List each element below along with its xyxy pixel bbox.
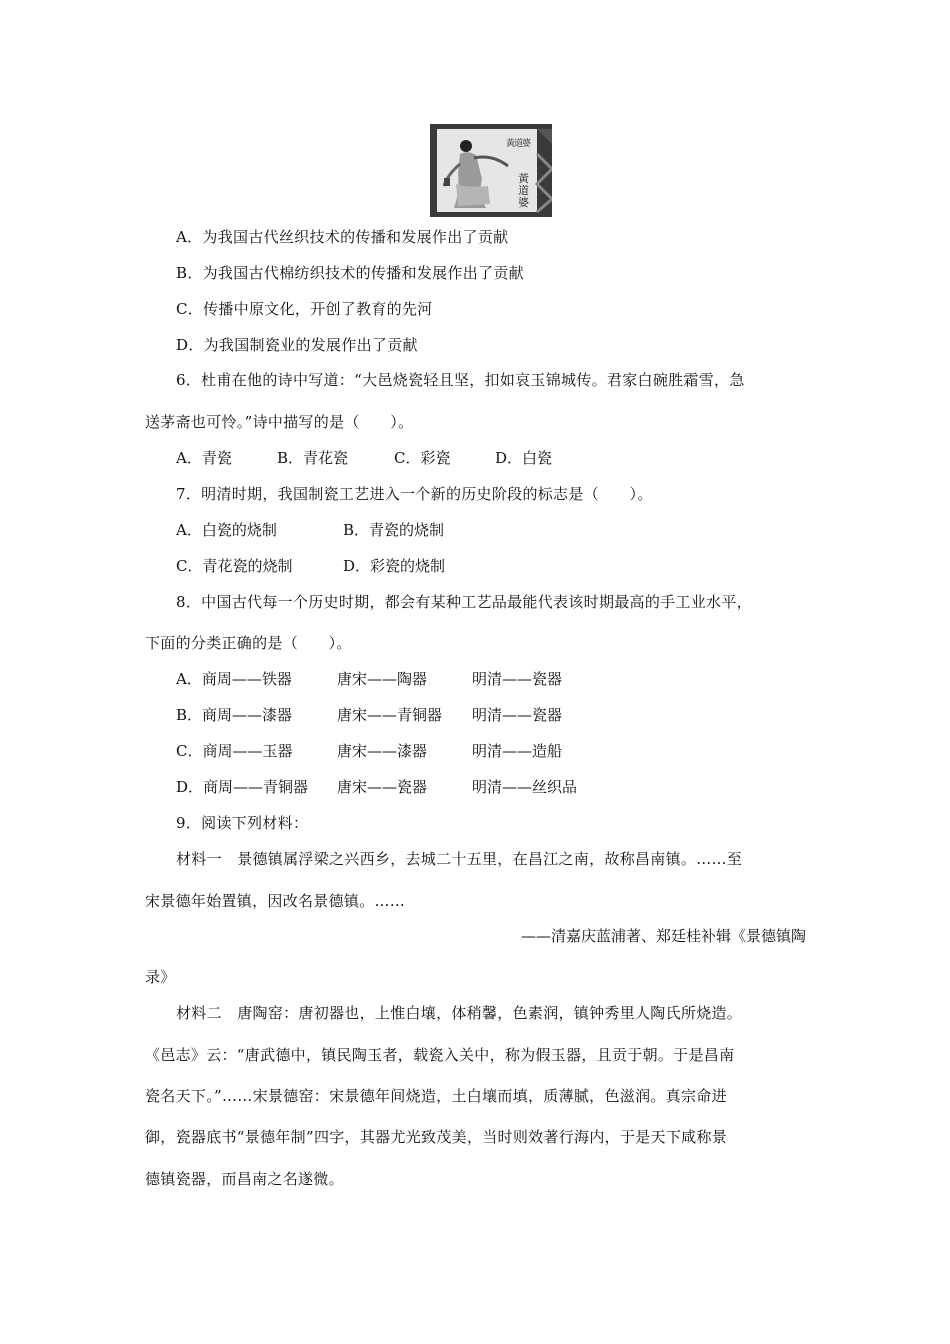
q8-option-a-col1: A．商周——铁器 <box>176 670 292 688</box>
q8-option-b-col3: 明清——瓷器 <box>472 706 563 724</box>
q8-option-d-col3: 明清——丝织品 <box>472 778 578 796</box>
q8-question-line2: 下面的分类正确的是（ ）。 <box>145 634 352 652</box>
q5-option-a: A．为我国古代丝织技术的传播和发展作出了贡献 <box>176 228 509 246</box>
q8-option-b-col1: B．商周——漆器 <box>176 706 293 724</box>
stamp-photo <box>430 124 552 217</box>
q9-material2-line4: 御，瓷器底书“景德年制”四字，其器尤光致茂美，当时则效著行海内，于是天下咸称景 <box>145 1128 728 1146</box>
q5-option-c: C．传播中原文化，开创了教育的先河 <box>176 300 433 318</box>
q8-option-c-col3: 明清——造船 <box>472 742 563 760</box>
q9-material2-line5: 德镇瓷器，而昌南之名遂微。 <box>145 1170 344 1188</box>
svg-text:黃: 黃 <box>506 139 516 149</box>
q9-material1-line2: 宋景德年始置镇，因改名景德镇。…… <box>145 892 406 910</box>
q8-question-line1: 8．中国古代每一个历史时期，都会有某种工艺品最能代表该时期最高的手工业水平， <box>176 593 752 611</box>
q7-option-b: B．青瓷的烧制 <box>343 521 445 539</box>
q8-option-d-col1: D．商周——青铜器 <box>176 778 309 796</box>
q9-material1-source: ——清嘉庆蓝浦著、郑廷桂补辑《景德镇陶 <box>520 927 806 945</box>
q5-option-d: D．为我国制瓷业的发展作出了贡献 <box>176 336 418 354</box>
q6-option-d: D．白瓷 <box>495 449 553 467</box>
q8-option-b-col2: 唐宋——青铜器 <box>337 706 443 724</box>
q6-question-line2: 送茅斋也可怜。”诗中描写的是（ ）。 <box>145 413 414 431</box>
q9-material1-source-cont: 录》 <box>145 968 176 986</box>
q9-intro: 9．阅读下列材料： <box>176 814 309 832</box>
q7-question: 7．明清时期，我国制瓷工艺进入一个新的历史阶段的标志是（ ）。 <box>176 485 653 503</box>
q5-option-b: B．为我国古代棉纺织技术的传播和发展作出了贡献 <box>176 264 524 282</box>
q8-option-a-col2: 唐宋——陶器 <box>337 670 428 688</box>
q7-option-d: D．彩瓷的烧制 <box>343 557 446 575</box>
q6-option-a: A．青瓷 <box>176 449 232 467</box>
stamp-figure-image <box>430 124 552 217</box>
q8-option-d-col2: 唐宋——瓷器 <box>337 778 428 796</box>
q6-option-b: B．青花瓷 <box>277 449 349 467</box>
svg-text:婆: 婆 <box>522 139 532 149</box>
q6-option-c: C．彩瓷 <box>394 449 451 467</box>
q9-material1-line1: 材料一 景德镇属浮梁之兴西乡，去城二十五里，在昌江之南，故称昌南镇。……至 <box>176 850 743 868</box>
svg-text:婆: 婆 <box>518 196 529 209</box>
svg-text:黃: 黃 <box>518 172 529 185</box>
q7-option-a: A．白瓷的烧制 <box>176 521 277 539</box>
q8-option-a-col3: 明清——瓷器 <box>472 670 563 688</box>
q9-material2-line3: 瓷名天下。”……宋景德窑：宋景德年间烧造，土白壤而填，质薄腻，色滋润。真宗命进 <box>145 1087 727 1105</box>
q8-option-c-col1: C．商周——玉器 <box>176 742 293 760</box>
q9-material2-line2: 《邑志》云：“唐武德中，镇民陶玉者，载瓷入关中，称为假玉器，且贡于朝。于是昌南 <box>145 1046 735 1064</box>
svg-text:道: 道 <box>514 139 524 149</box>
q7-option-c: C．青花瓷的烧制 <box>176 557 293 575</box>
q8-option-c-col2: 唐宋——漆器 <box>337 742 428 760</box>
q6-question-line1: 6．杜甫在他的诗中写道：“大邑烧瓷轻且坚，扣如哀玉锦城传。君家白碗胜霜雪，急 <box>176 371 745 389</box>
q9-material2-line1: 材料二 唐陶窑：唐初器也，上惟白壤，体稍馨，色素润，镇钟秀里人陶氏所烧造。 <box>176 1004 743 1022</box>
svg-text:道: 道 <box>518 184 529 197</box>
